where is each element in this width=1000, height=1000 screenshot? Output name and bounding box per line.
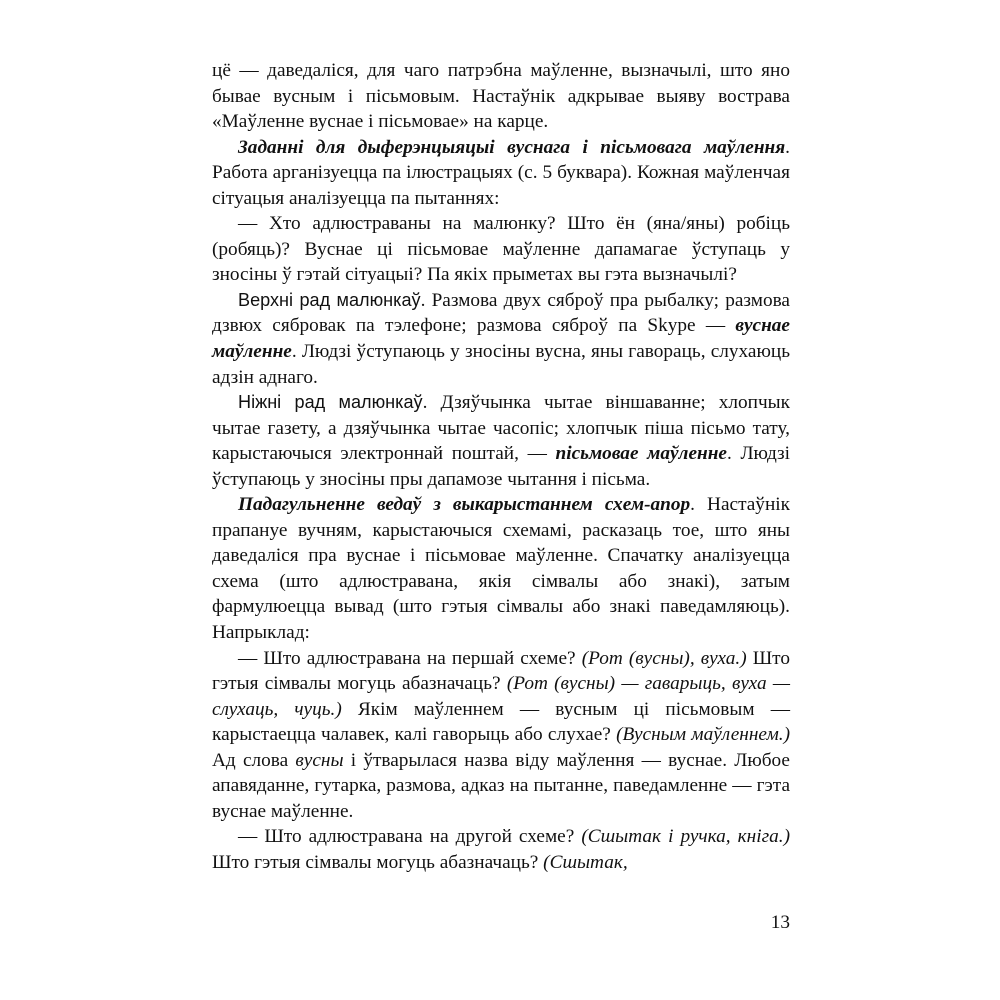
text-run: Што гэтыя сімвалы могуць абазначаць? (212, 851, 544, 873)
text-run: — Што адлюстравана на першай схеме? (238, 647, 582, 669)
answer-run-italic: (Вусным маўленнем.) (616, 724, 791, 746)
answer-run-italic: (Рот (вусны), вуха.) (581, 647, 747, 669)
text-column (212, 58, 790, 876)
text-run: Якім маўленнем — вусным ці пісьмовым — карыстаецца чалавек, калі гаворыць або слухае? (212, 698, 790, 746)
paragraph-question-second-scheme (212, 824, 790, 875)
text-run: — Хто адлюстраваны на малюнку? Што ён (яна/яны) робіць (робяць)? Вуснае ці пісьмовае маўленне дапамагае ўступаць у зносіны ў гэтай сітуацыі? Па якіх прыметах вы гэта вызначылі? (212, 213, 790, 286)
paragraph-question-who (212, 211, 790, 288)
paragraph-tasks-differentiation (212, 135, 790, 212)
answer-run-italic: (Рот (вусны) — гаварыць, вуха — слухаць, чуць.) (212, 673, 790, 720)
paragraph-top-row (212, 288, 790, 390)
paragraph-summary-schemes (212, 492, 790, 645)
text-run: . Работа арганізуецца па ілюстрацыях (с. 5 буквара). Кожная маўленчая сітуацыя аналізуецца па пытаннях: (212, 136, 790, 209)
text-run: . Настаўнік прапануе вучням, карыстаючыся схемамі, расказаць тое, што яны даведаліся пра вуснае і пісьмовае маўленне. Спачатку аналізуецца схема (што адлюстравана, якія сімвалы або знакі), затым фармулюецца вывад (што гэтыя сімвалы або знакі паведамляюць). Напрыклад: (212, 494, 790, 644)
word-run-italic: вусны (295, 749, 344, 771)
heading-run-bold-italic: Падагульненне ведаў з выкарыстаннем схем-апор (238, 494, 691, 516)
term-run-bold-italic: вуснае маўленне (212, 315, 790, 363)
text-run: . Людзі ўступаюць у зносіны вусна, яны гавораць, слухаюць адзін аднаго. (212, 341, 790, 388)
text-run: . Дзяўчынка чытае віншаванне; хлопчык чытае газету, а дзяўчынка чытае часопіс; хлопчык піша пісьмо тату, карыстаючыся электроннай поштай, — (212, 392, 790, 465)
paragraph-bottom-row (212, 390, 790, 492)
page-number: 13 (770, 912, 790, 933)
text-run: цё — даведаліся, для чаго патрэбна маўленне, вызначылі, што яно бывае вусным і пісьмовым. Настаўнік адкрывае выяву вострава «Маўленне вуснае і пісьмовае» на карце. (212, 60, 790, 133)
text-run: — Што адлюстравана на другой схеме? (238, 826, 582, 848)
text-run: Што гэтыя сімвалы могуць абазначаць? (212, 647, 790, 695)
paragraph-question-first-scheme (212, 646, 790, 825)
term-run-bold-italic: пісьмовае маўленне (555, 443, 727, 465)
paragraph-continuation (212, 58, 790, 135)
label-run-sans: Ніжні рад малюнкаў (238, 392, 423, 413)
heading-run-bold-italic: Заданні для дыферэнцыяцыі вуснага і пісьмовага маўлення (238, 136, 786, 158)
text-run: . Людзі ўступаюць у зносіны пры дапамозе чытання і пісьма. (212, 443, 790, 490)
answer-run-italic: (Сшытак, (543, 851, 628, 873)
text-run: Ад слова (212, 749, 296, 771)
answer-run-italic: (Сшытак і ручка, кніга.) (581, 826, 790, 848)
text-run: . Размова двух сяброў пра рыбалку; размова дзвюх сябровак па тэлефоне; размова сяброў па Skype — (212, 289, 790, 337)
label-run-sans: Верхні рад малюнкаў (238, 289, 421, 310)
text-run: і ўтварылася назва віду маўлення — вуснае. Любое апавяданне, гутарка, размова, адказ на пытанне, паведамленне — гэта вуснае маўленне. (212, 749, 790, 822)
